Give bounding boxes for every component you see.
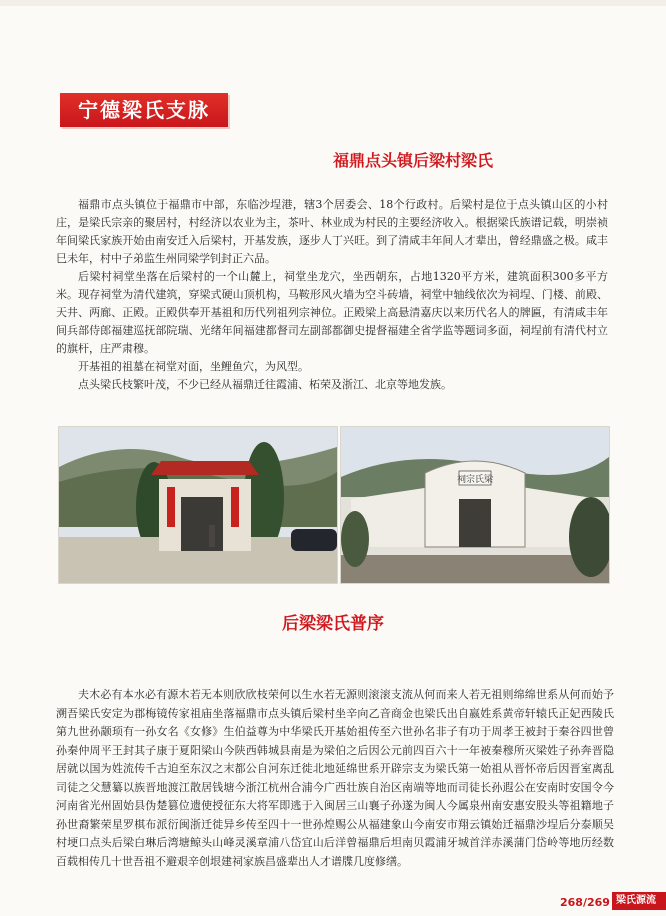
page-numbers: 268/269 (560, 896, 610, 909)
article1-paragraph: 开基祖的祖墓在祠堂对面，坐鲤鱼穴，为风型。 (78, 360, 309, 373)
article1-title: 福鼎点头镇后梁村梁氏 (332, 151, 493, 170)
ancestral-hall-illustration (341, 427, 609, 583)
section-banner: 宁德梁氏支脉 (60, 93, 228, 127)
article1-body (56, 196, 608, 394)
village-gate-photo (58, 426, 338, 584)
article2-title: 后梁梁氏普序 (282, 614, 384, 634)
ancestral-hall-photo (340, 426, 610, 584)
top-edge (0, 0, 666, 6)
hall-signboard-text: 祠宗氏梁 (456, 475, 494, 485)
village-gate-illustration (59, 427, 337, 583)
article1-paragraph: 点头梁氏枝繁叶茂，不少已经从福鼎迁往霞浦、柘荣及浙江、北京等地发族。 (78, 378, 452, 391)
publication-brand: 梁氏源流 (612, 892, 666, 910)
article2-paragraph: 夫木必有本水必有源木若无本则欣欣枝荣何以生水若无源则滚滚支流从何而来人若无祖则绵绵世系从何而始予溯吾梁氏安定为郡梅镜传家祖庙坐落福鼎市点头镇后梁村坐辛向乙音商金也梁氏出自嬴姓系黄帝轩辕氏正妃西陵氏第九世孙颛顼有一孙女名《女修》生伯益尊为中华梁氏开基始祖传至六世孙名非子有功于周孝王被封于秦谷四世曾孙秦仲周平王封其子康于夏阳梁山今陕西韩城县南是为梁伯之后因公元前四百六十一年被秦穆所灭梁姓子孙奔晋隐居就以国为姓流传千古迫至东汉之末都公自河东迁徙北地延绵世系开辟宗支为梁氏第一始祖从晋怀帝后因晋室离乱司徒之父慧纂以族晋地渡江散居钱塘今浙江杭州合浦今广西壮族自治区南端等地而司徒长孙遐公在安南时安国令今河南省光州固始县伪楚篡位遗使授征东大将军即逃于入闽居三山襄子孙遂为闽人今属泉州南安惠安股头等祖籍地子孙世裔繁荣星罗棋布派衍闽浙迁徙异乡传至四十一世孙煌赐公从福建象山今南安市翔云镇始迁福鼎沙埕后分泰顺吴村埂口点头后梁白琳后湾塘鲸头山峰灵溪章浦八岱宜山后洋曾福鼎后坦南贝霞浦牙城首洋赤溪蒲门岱岭等地历经数百载相传几十世吾祖不避艰辛创垠建祠家族昌盛辈出人才谱牒几度修缮。 (56, 688, 614, 868)
article1-paragraph: 福鼎市点头镇位于福鼎市中部，东临沙埕港，辖3个居委会、18个行政村。后梁村是位于点头镇山区的小村庄，是梁氏宗亲的聚居村，村经济以农业为主，茶叶、林业成为村民的主要经济收入。根据梁氏族谱记载，明崇祯年间梁氏家族开始由南安迁入后梁村，开基发族，逐步人丁兴旺。到了清咸丰年间人才辈出，曾经鼎盛之极。咸丰巳未年，村中子弟监生州同梁学钊封正六品。 (56, 198, 608, 265)
article2-body (56, 686, 614, 871)
article1-paragraph: 后梁村祠堂坐落在后梁村的一个山麓上，祠堂坐龙穴，坐西朝东，占地1320平方米，建筑面积300多平方米。现存祠堂为清代建筑，穿梁式硬山顶机构，马鞍形风火墙为空斗砖墙，祠堂中轴线依次为祠埕、门楼、前殿、天井、两廊、正殿。正殿供奉开基祖和历代列祖列宗神位。正殿梁上高悬清嘉庆以来历代名人的牌匾，有清咸丰年间兵部侍郎福建巡抚部院瑞、光绪年间福建都督司左副部都御史提督福建全省学监等题词多面，祠埕前有清代村立的旗杆，庄严肃穆。 (56, 270, 608, 355)
